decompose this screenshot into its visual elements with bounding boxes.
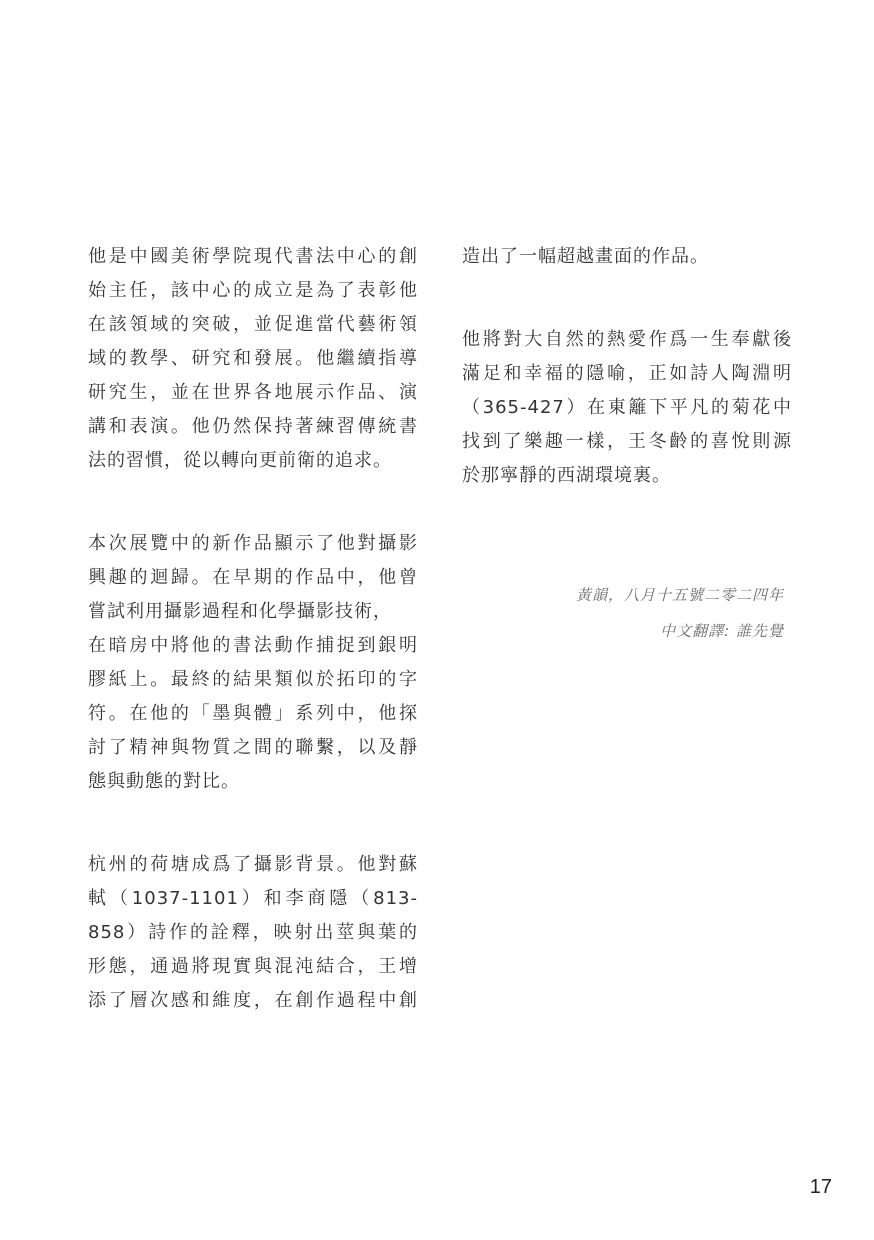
translator-credit: 中文翻譯: 誰先覺 xyxy=(660,622,784,640)
text-line: 符。在他的「墨與體」系列中，他探 xyxy=(88,703,418,724)
left-text-column xyxy=(88,240,418,1018)
paragraph-2 xyxy=(88,527,418,799)
text-line: 造出了一幅超越畫面的作品。 xyxy=(462,246,709,267)
text-line: 找到了樂趣一樣，王冬齡的喜悅則源 xyxy=(462,431,792,452)
text-line: 膠紙上。最終的結果類似於拓印的字 xyxy=(88,669,418,690)
text-line: 態與動態的對比。 xyxy=(88,771,240,792)
text-line: 本次展覽中的新作品顯示了他對攝影 xyxy=(88,533,418,554)
text-line: 討了精神與物質之間的聯繫，以及靜 xyxy=(88,737,418,758)
text-line: 興趣的迴歸。在早期的作品中，他曾 xyxy=(88,567,418,588)
paragraph-3 xyxy=(88,848,418,1018)
text-line: 法的習慣，從以轉向更前衛的追求。 xyxy=(88,450,392,471)
paragraph-gap xyxy=(88,799,418,848)
text-line: 軾（1037-1101）和李商隱（813- xyxy=(88,888,418,909)
text-line: 始主任，該中心的成立是為了表彰他 xyxy=(88,280,418,301)
text-line: 添了層次感和維度，在創作過程中創 xyxy=(88,990,418,1011)
text-line: （365-427）在東籬下平凡的菊花中 xyxy=(462,397,792,418)
text-line: 他將對大自然的熱愛作爲一生奉獻後 xyxy=(462,329,792,350)
text-line: 在該領域的突破，並促進當代藝術領 xyxy=(88,314,418,335)
text-line: 在暗房中將他的書法動作捕捉到銀明 xyxy=(88,635,418,656)
paragraph-gap xyxy=(88,478,418,527)
text-line: 域的教學、研究和發展。他繼續指導 xyxy=(88,348,418,369)
text-line: 於那寧靜的西湖環境裏。 xyxy=(462,465,671,486)
text-line: 研究生，並在世界各地展示作品、演 xyxy=(88,382,418,403)
paragraph-1 xyxy=(88,240,418,478)
text-line: 杭州的荷塘成爲了攝影背景。他對蘇 xyxy=(88,854,418,875)
text-line: 形態，通過將現實與混沌結合，王增 xyxy=(88,956,418,977)
author-date-credit: 黃韻，八月十五號二零二四年 xyxy=(575,586,784,604)
paragraph-continuation xyxy=(462,240,792,274)
text-line: 滿足和幸福的隱喻，正如詩人陶淵明 xyxy=(462,363,792,384)
text-line: 858）詩作的詮釋，映射出莖與葉的 xyxy=(88,922,418,943)
paragraph-4 xyxy=(462,323,792,493)
text-line: 他是中國美術學院現代書法中心的創 xyxy=(88,246,418,267)
text-line: 講和表演。他仍然保持著練習傳統書 xyxy=(88,416,418,437)
page-number: 17 xyxy=(809,1176,832,1198)
paragraph-gap xyxy=(462,274,792,323)
text-line: 嘗試利用攝影過程和化學攝影技術， xyxy=(88,601,392,622)
right-text-column xyxy=(462,240,792,493)
